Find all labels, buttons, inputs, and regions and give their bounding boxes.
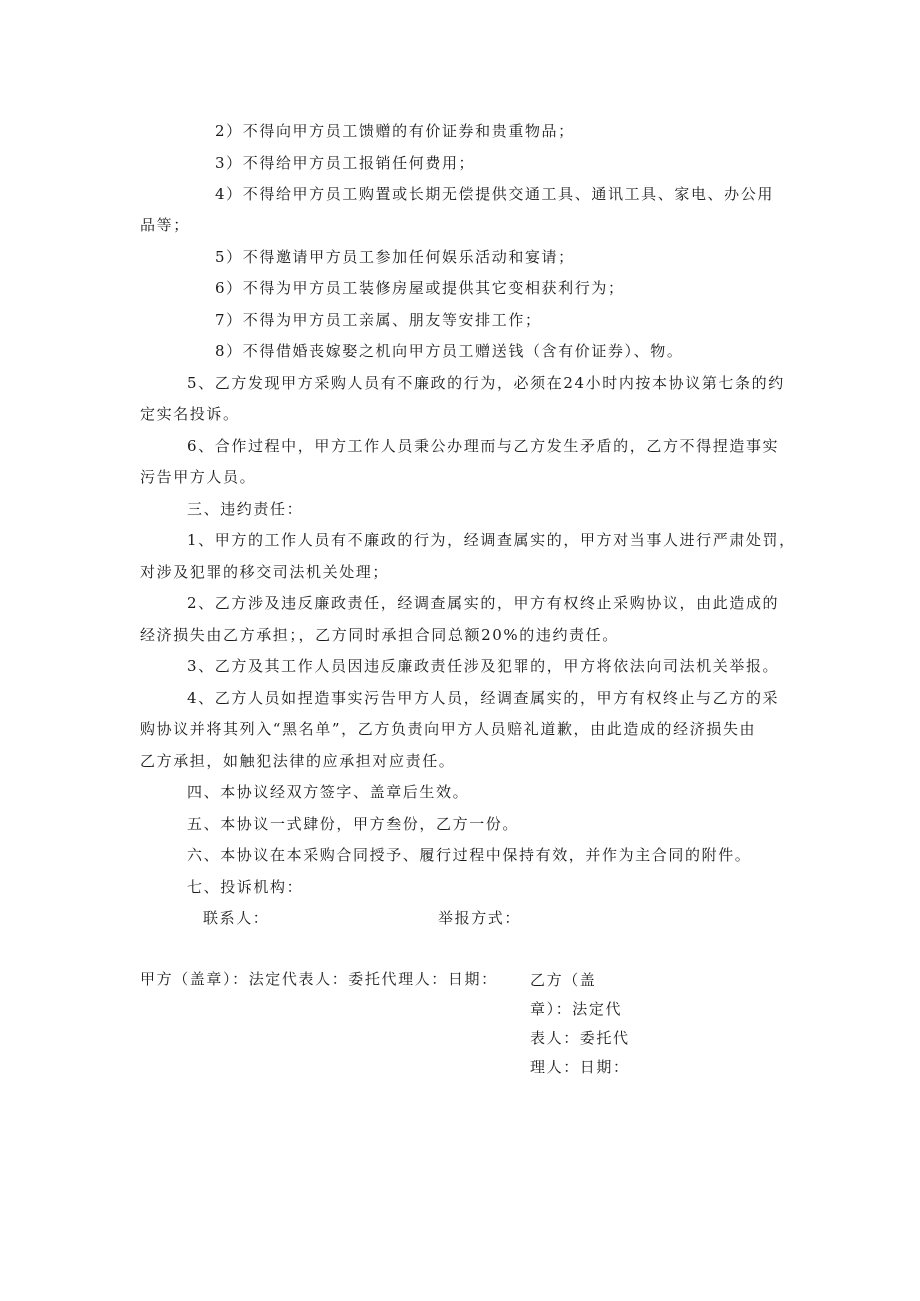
- section-heading: 七、投诉机构：: [187, 878, 304, 896]
- clause-line: 6、合作过程中，甲方工作人员秉公办理而与乙方发生矛盾的，乙方不得捏造事实: [187, 437, 780, 455]
- party-a-signature: 甲方（盖章）：法定代表人：委托代理人：日期：: [140, 970, 498, 988]
- clause-line: 5）不得邀请甲方员工参加任何娱乐活动和宴请；: [215, 248, 575, 266]
- clause-line: 购协议并将其列入“黑名单”，乙方负责向甲方人员赔礼道歉，由此造成的经济损失由: [140, 720, 757, 738]
- section-heading: 四、本协议经双方签字、盖章后生效。: [187, 783, 470, 801]
- contact-label: 联系人：: [203, 909, 270, 927]
- clause-line: 乙方承担，如触犯法律的应承担对应责任。: [140, 752, 456, 770]
- clause-line: 4、乙方人员如捏造事实污告甲方人员，经调查属实的，甲方有权终止与乙方的采: [187, 689, 780, 707]
- clause-line: 8）不得借婚丧嫁娶之机向甲方员工赠送钱（含有价证券）、物。: [215, 342, 684, 360]
- clause-line: 3）不得给甲方员工报销任何费用；: [215, 154, 476, 172]
- clause-line: 7）不得为甲方员工亲属、朋友等安排工作；: [215, 311, 542, 329]
- clause-line: 定实名投诉。: [140, 405, 240, 423]
- party-b-signature: 理人：日期：: [530, 1058, 630, 1076]
- party-b-signature: 乙方（盖: [530, 971, 597, 989]
- section-heading: 五、本协议一式肆份，甲方叁份，乙方一份。: [187, 815, 520, 833]
- clause-line: 品等；: [140, 216, 190, 234]
- clause-line: 1、甲方的工作人员有不廉政的行为，经调查属实的，甲方对当事人进行严肃处罚，: [187, 531, 796, 549]
- party-b-signature: 章）：法定代: [530, 1000, 623, 1018]
- section-heading: 三、违约责任：: [187, 500, 304, 518]
- party-b-signature: 表人：委托代: [530, 1029, 630, 1047]
- clause-line: 2、乙方涉及违反廉政责任，经调查属实的，甲方有权终止采购协议，由此造成的: [187, 594, 780, 612]
- clause-line: 4）不得给甲方员工购置或长期无偿提供交通工具、通讯工具、家电、办公用: [215, 185, 774, 203]
- clause-line: 对涉及犯罪的移交司法机关处理；: [140, 563, 390, 581]
- clause-line: 6）不得为甲方员工装修房屋或提供其它变相获利行为；: [215, 279, 625, 297]
- clause-line: 污告甲方人员。: [140, 468, 257, 486]
- report-method-label: 举报方式：: [438, 909, 522, 927]
- clause-line: 5、乙方发现甲方采购人员有不廉政的行为，必须在24小时内按本协议第七条的约: [187, 374, 785, 392]
- clause-line: 3、乙方及其工作人员因违反廉政责任涉及犯罪的，甲方将依法向司法机关举报。: [187, 657, 780, 675]
- clause-line: 2）不得向甲方员工馈赠的有价证券和贵重物品；: [215, 122, 575, 140]
- section-heading: 六、本协议在本采购合同授予、履行过程中保持有效，并作为主合同的附件。: [187, 846, 752, 864]
- clause-line: 经济损失由乙方承担；，乙方同时承担合同总额20%的违约责任。: [140, 626, 619, 644]
